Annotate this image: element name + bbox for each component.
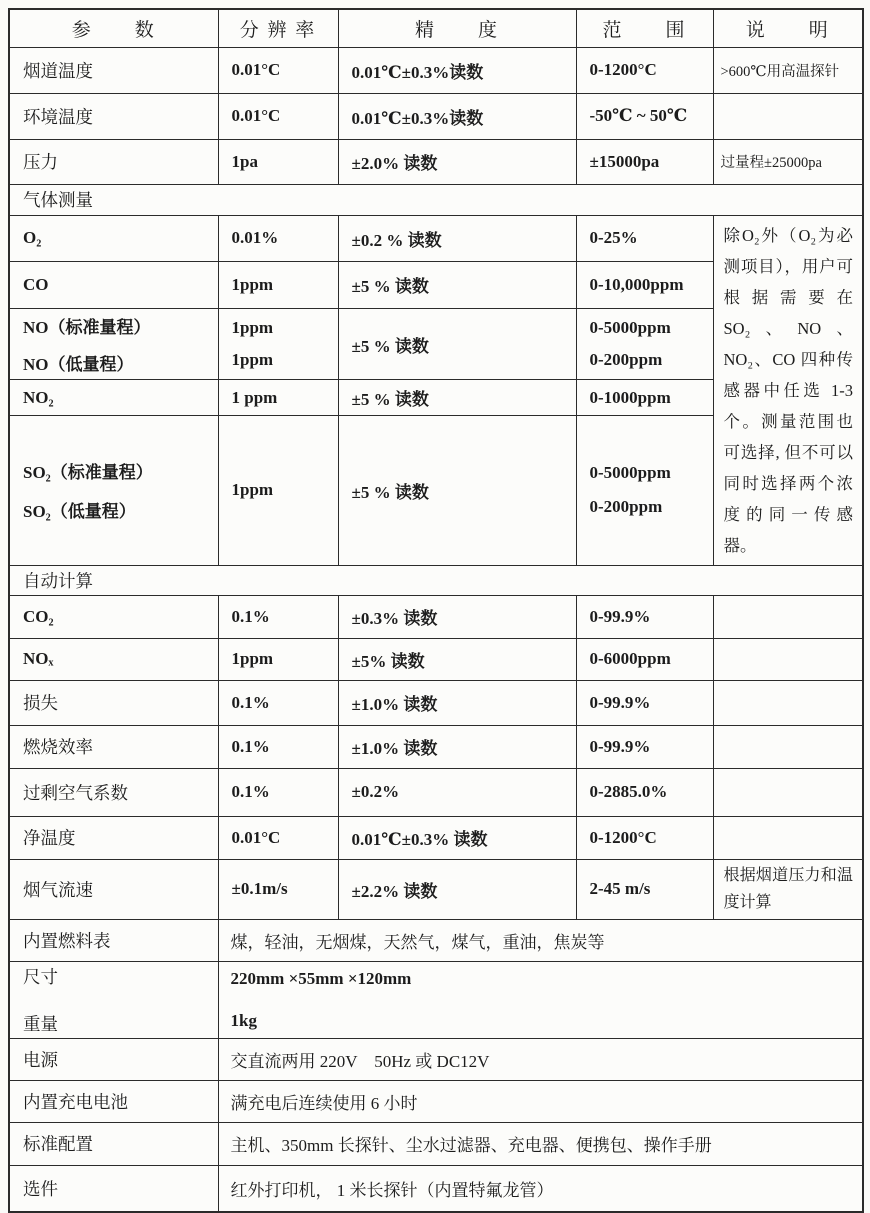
- velocity-accuracy: ±2.2% 读数: [338, 859, 576, 919]
- no-resolution: [218, 309, 338, 380]
- co2-param: CO₂: [9, 595, 218, 638]
- power-value: 交直流两用 220V 50Hz 或 DC12V: [218, 1038, 863, 1080]
- ambient-temp-param: 环境温度: [9, 93, 218, 139]
- no2-accuracy: ±5 % 读数: [338, 380, 576, 416]
- co2-range: 0-99.9%: [576, 595, 713, 638]
- no2-range: 0-1000ppm: [576, 380, 713, 416]
- o2-range: 0-25%: [576, 215, 713, 261]
- row-co2: [9, 595, 863, 638]
- so2-resolution: 1ppm: [218, 416, 338, 565]
- efficiency-note: [713, 725, 863, 768]
- row-ambient-temp: [9, 93, 863, 139]
- efficiency-resolution: 0.1%: [218, 725, 338, 768]
- header-note: 说 明: [713, 9, 863, 47]
- excess-air-range: 0-2885.0%: [576, 768, 713, 816]
- co2-accuracy: ±0.3% 读数: [338, 595, 576, 638]
- row-dimensions-weight: [9, 961, 863, 1038]
- standard-config-value: 主机、350mm 长探针、尘水过滤器、充电器、便携包、操作手册: [218, 1122, 863, 1165]
- flue-temp-param: 烟道温度: [9, 47, 218, 93]
- fuel-table-value: 煤，轻油，无烟煤，天然气，煤气，重油，焦炭等: [218, 919, 863, 961]
- o2-param: O₂: [9, 215, 218, 261]
- row-standard-config: [9, 1122, 863, 1165]
- loss-resolution: 0.1%: [218, 680, 338, 725]
- no-range-low: 0-200ppm: [589, 350, 663, 370]
- flue-temp-note: >600℃用高温探针: [713, 47, 863, 93]
- row-calc-section: [9, 565, 863, 595]
- ambient-temp-range: -50℃ ~ 50℃: [576, 93, 713, 139]
- row-loss: [9, 680, 863, 725]
- so2-range: [576, 416, 713, 565]
- flue-temp-resolution: 0.01°C: [218, 47, 338, 93]
- efficiency-accuracy: ±1.0% 读数: [338, 725, 576, 768]
- nox-accuracy: ±5% 读数: [338, 638, 576, 680]
- row-gas-section: [9, 184, 863, 215]
- o2-resolution: 0.01%: [218, 215, 338, 261]
- row-battery: [9, 1080, 863, 1122]
- spec-table: [8, 8, 864, 1213]
- loss-range: 0-99.9%: [576, 680, 713, 725]
- net-temp-resolution: 0.01°C: [218, 816, 338, 859]
- dimensions-value: 220mm ×55mm ×120mm: [230, 968, 412, 988]
- no-param: [9, 309, 218, 380]
- velocity-note: 根据烟道压力和温度计算: [713, 859, 863, 919]
- no2-resolution: 1 ppm: [218, 380, 338, 416]
- efficiency-param: 燃烧效率: [9, 725, 218, 768]
- row-power: [9, 1038, 863, 1080]
- loss-accuracy: ±1.0% 读数: [338, 680, 576, 725]
- pressure-note: 过量程±25000pa: [713, 139, 863, 184]
- excess-air-note: [713, 768, 863, 816]
- nox-range: 0-6000ppm: [576, 638, 713, 680]
- header-range: 范 围: [576, 9, 713, 47]
- excess-air-param: 过剩空气系数: [9, 768, 218, 816]
- dimensions-weight-param: [9, 961, 218, 1038]
- row-flue-temp: [9, 47, 863, 93]
- co-param: CO: [9, 261, 218, 308]
- so2-accuracy: ±5 % 读数: [338, 416, 576, 565]
- velocity-param: 烟气流速: [9, 859, 218, 919]
- battery-param: 内置充电电池: [9, 1080, 218, 1122]
- options-value: 红外打印机， 1 米长探针（内置特氟龙管）: [218, 1165, 863, 1212]
- o2-accuracy: ±0.2 % 读数: [338, 215, 576, 261]
- row-efficiency: [9, 725, 863, 768]
- no-resolution-standard: 1ppm: [231, 318, 274, 338]
- ambient-temp-resolution: 0.01°C: [218, 93, 338, 139]
- so2-standard-range-label: SO₂（标准量程）: [23, 463, 153, 483]
- velocity-range: 2-45 m/s: [576, 859, 713, 919]
- no-range: [576, 309, 713, 380]
- weight-value: 1kg: [230, 1010, 257, 1030]
- pressure-param: 压力: [9, 139, 218, 184]
- calc-section-label: 自动计算: [9, 565, 863, 595]
- row-net-temp: [9, 816, 863, 859]
- efficiency-range: 0-99.9%: [576, 725, 713, 768]
- loss-param: 损失: [9, 680, 218, 725]
- co2-resolution: 0.1%: [218, 595, 338, 638]
- co-accuracy: ±5 % 读数: [338, 261, 576, 308]
- no2-param: NO₂: [9, 380, 218, 416]
- battery-value: 满充电后连续使用 6 小时: [218, 1080, 863, 1122]
- nox-note: [713, 638, 863, 680]
- co-range: 0-10,000ppm: [576, 261, 713, 308]
- so2-low-range-label: SO₂（低量程）: [23, 502, 136, 522]
- no-resolution-low: 1ppm: [231, 350, 274, 370]
- gas-measurement-note: 除O₂外（O₂为必测项目），用户可根据需要在 SO₂、NO、NO₂、CO 四种传感器中任选 1-3 个。测量范围也可选择, 但不可以同时选择两个浓度的同一传感器。: [713, 215, 863, 565]
- net-temp-note: [713, 816, 863, 859]
- standard-config-param: 标准配置: [9, 1122, 218, 1165]
- ambient-temp-accuracy: 0.01℃±0.3%读数: [338, 93, 576, 139]
- excess-air-resolution: 0.1%: [218, 768, 338, 816]
- fuel-table-param: 内置燃料表: [9, 919, 218, 961]
- no-standard-range-label: NO（标准量程）: [23, 318, 151, 338]
- nox-param: NOₓ: [9, 638, 218, 680]
- row-fuel-table: [9, 919, 863, 961]
- pressure-range: ±15000pa: [576, 139, 713, 184]
- so2-range-low: 0-200ppm: [589, 497, 663, 517]
- ambient-temp-note: [713, 93, 863, 139]
- row-options: [9, 1165, 863, 1212]
- net-temp-param: 净温度: [9, 816, 218, 859]
- so2-range-standard: 0-5000ppm: [589, 463, 671, 483]
- pressure-accuracy: ±2.0% 读数: [338, 139, 576, 184]
- header-row: [9, 9, 863, 47]
- net-temp-accuracy: 0.01℃±0.3% 读数: [338, 816, 576, 859]
- header-resolution: 分 辨 率: [218, 9, 338, 47]
- nox-resolution: 1ppm: [218, 638, 338, 680]
- power-param: 电源: [9, 1038, 218, 1080]
- no-accuracy: ±5 % 读数: [338, 309, 576, 380]
- header-param: 参 数: [9, 9, 218, 47]
- row-velocity: [9, 859, 863, 919]
- dimensions-label: 尺寸: [23, 966, 58, 987]
- row-o2: [9, 215, 863, 261]
- row-pressure: [9, 139, 863, 184]
- gas-section-label: 气体测量: [9, 184, 863, 215]
- header-accuracy: 精 度: [338, 9, 576, 47]
- flue-temp-accuracy: 0.01℃±0.3%读数: [338, 47, 576, 93]
- co-resolution: 1ppm: [218, 261, 338, 308]
- so2-param: [9, 416, 218, 565]
- net-temp-range: 0-1200°C: [576, 816, 713, 859]
- row-nox: [9, 638, 863, 680]
- options-param: 选件: [9, 1165, 218, 1212]
- pressure-resolution: 1pa: [218, 139, 338, 184]
- dimensions-weight-value: [218, 961, 863, 1038]
- no-range-standard: 0-5000ppm: [589, 318, 671, 338]
- velocity-resolution: ±0.1m/s: [218, 859, 338, 919]
- no-low-range-label: NO（低量程）: [23, 355, 134, 375]
- co2-note: [713, 595, 863, 638]
- weight-label: 重量: [23, 1013, 58, 1034]
- excess-air-accuracy: ±0.2%: [338, 768, 576, 816]
- loss-note: [713, 680, 863, 725]
- row-excess-air: [9, 768, 863, 816]
- flue-temp-range: 0-1200°C: [576, 47, 713, 93]
